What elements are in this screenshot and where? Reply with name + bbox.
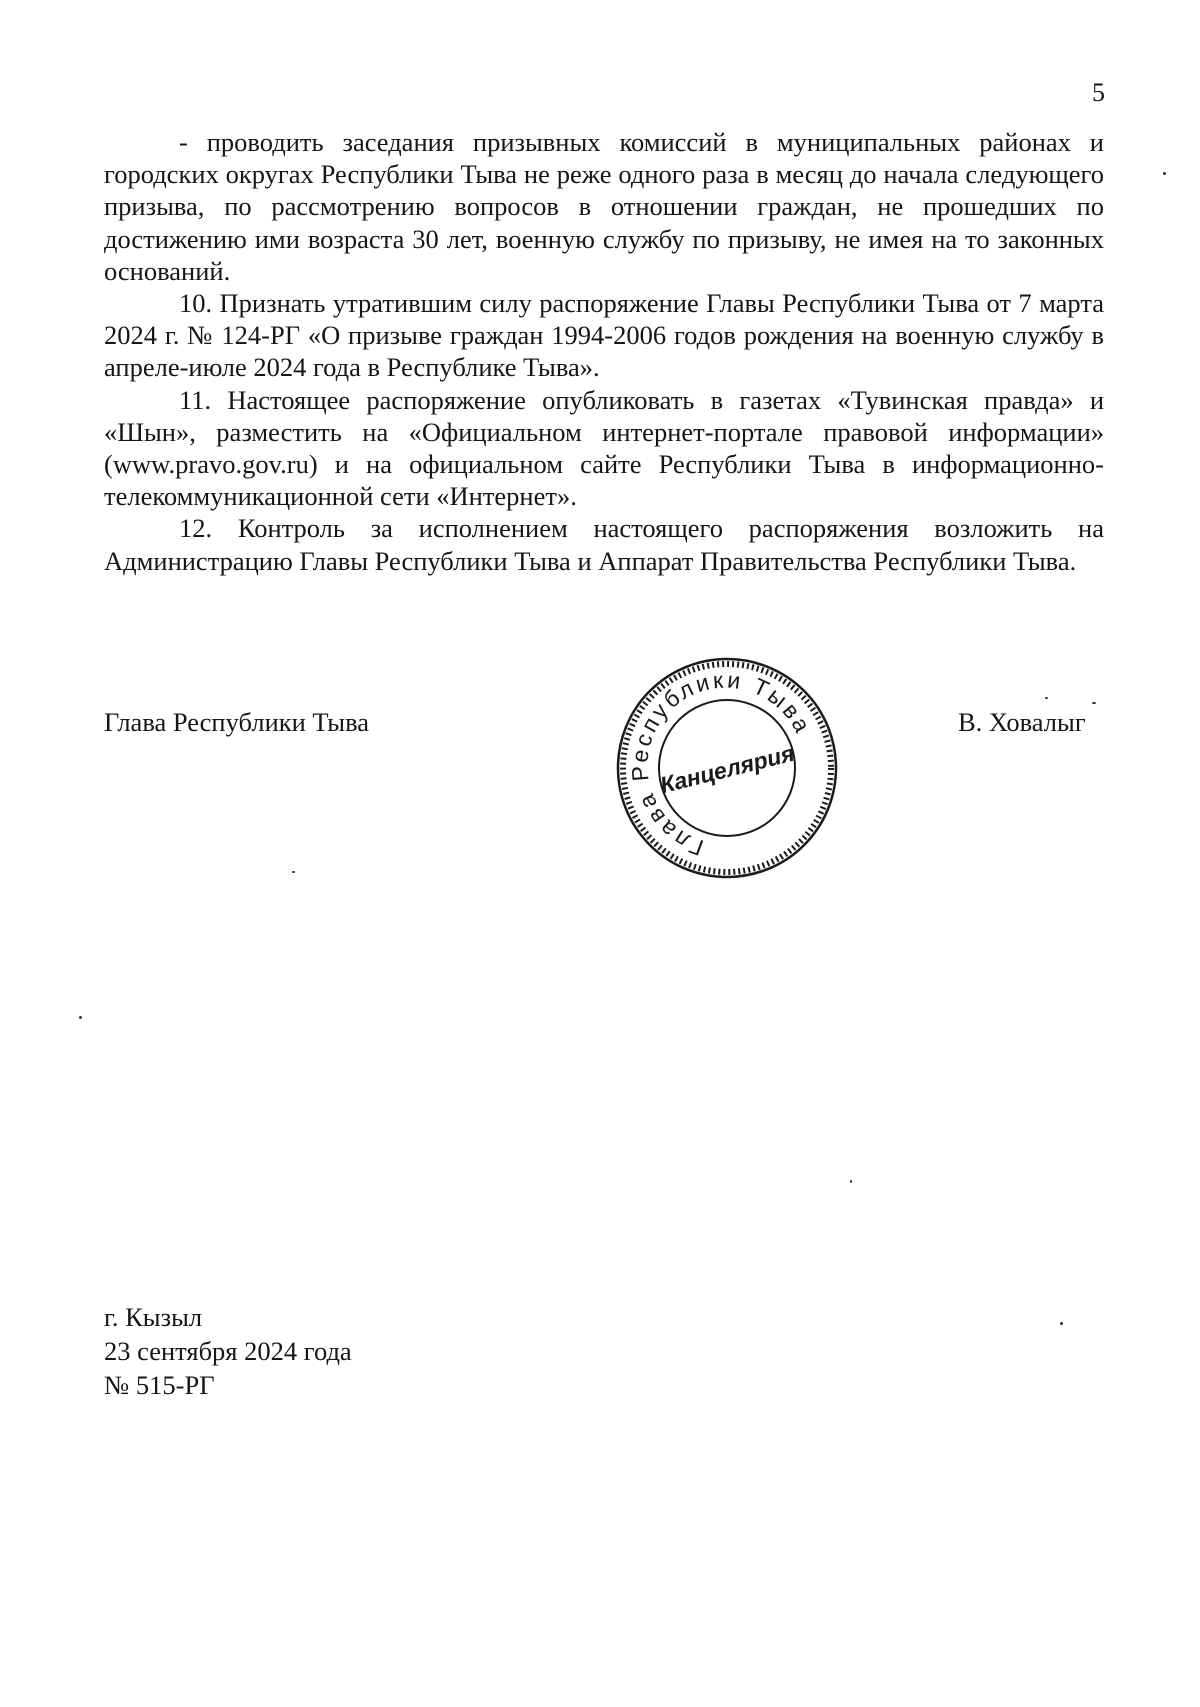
footer-city: г. Кызыл xyxy=(104,1302,203,1332)
scan-speck xyxy=(850,1180,852,1183)
official-seal xyxy=(607,653,847,883)
signer-position: Глава Республики Тыва xyxy=(104,707,370,737)
footer-date: 23 сентября 2024 года xyxy=(104,1336,352,1366)
seal-graphic xyxy=(607,653,847,883)
seal-ring-text: Глава Республики Тыва xyxy=(626,666,817,862)
scan-speck xyxy=(1092,702,1096,704)
page-number: 5 xyxy=(1092,78,1105,107)
paragraph-item-11: 11. Настоящее распоряжение опубликовать в газетах «Тувинская правда» и «Шын», разместить на «Официальном интернет-портале правовой информации» (www.pravo.gov.ru) и на официальном сайте Республики Тыва в информационно-телекоммуникационной сети «Интернет». xyxy=(104,384,1104,512)
scan-speck xyxy=(292,871,295,873)
scan-speck xyxy=(1060,1322,1063,1325)
paragraph-commission-meetings: - проводить заседания призывных комиссий в муниципальных районах и городских округах Республики Тыва не реже одного раза в месяц до начала следующего призыва, по рассмотрению вопросов в отношении граждан, не прошедших по достижению ими возраста 30 лет, военную службу по призыву, не имея на то законных оснований. xyxy=(104,127,1104,286)
paragraph-item-12: 12. Контроль за исполнением настоящего распоряжения возложить на Администрацию Главы Республики Тыва и Аппарат Правительства Республики Тыва. xyxy=(104,513,1104,576)
signer-name: В. Ховалыг xyxy=(958,707,1086,737)
paragraph-item-10: 10. Признать утратившим силу распоряжение Главы Республики Тыва от 7 марта 2024 г. № 124-РГ «О призыве граждан 1994-2006 годов рождения на военную службу в апреле-июле 2024 года в Республике Тыва». xyxy=(104,288,1104,383)
scan-speck xyxy=(79,1016,82,1019)
document-body xyxy=(104,126,1104,577)
scan-speck xyxy=(1163,172,1166,175)
scan-speck xyxy=(1045,697,1048,699)
footer-number: № 515-РГ xyxy=(104,1370,215,1400)
document-footer xyxy=(104,1300,352,1402)
seal-center-text: Канцелярия xyxy=(657,739,798,799)
